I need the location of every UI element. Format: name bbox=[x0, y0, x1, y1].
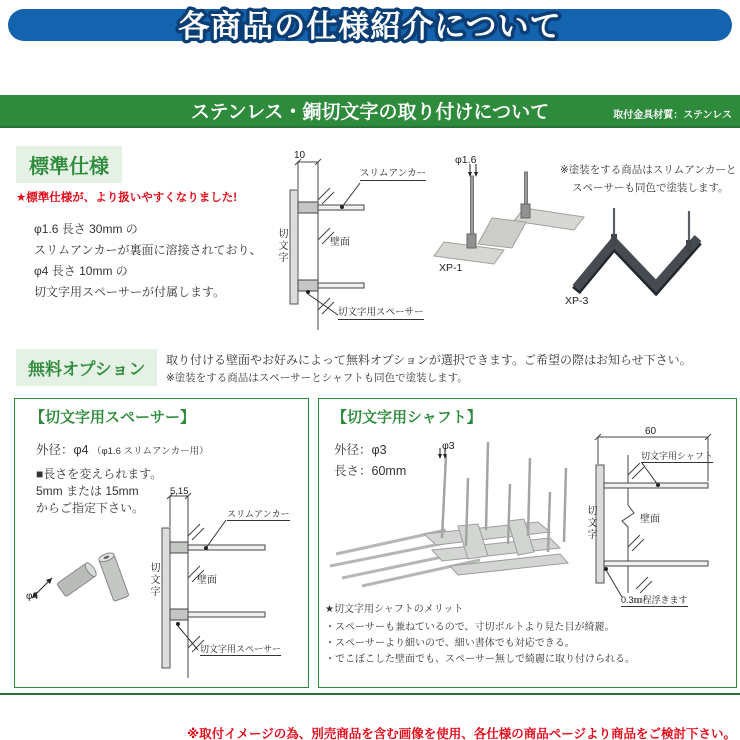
anchor-label: スリムアンカー bbox=[227, 509, 290, 519]
standard-section-label: 標準仕様 bbox=[16, 146, 122, 183]
paint-note-line2: スペーサーも同色で塗装します。 bbox=[572, 182, 729, 194]
merit-item: ・でこぼこした壁面でも、スペーサー無しで綺麗に取り付けられる。 bbox=[325, 654, 635, 665]
spec-text-line: スリムアンカーが裏面に溶接されており、 bbox=[34, 243, 262, 257]
standard-description bbox=[34, 219, 262, 303]
dim-label-10: 10 bbox=[294, 150, 306, 161]
float-label: 0.3㎜程浮きます bbox=[621, 595, 688, 605]
free-option-note: ※塗装をする商品はスペーサーとシャフトも同色で塗装します。 bbox=[166, 372, 468, 384]
bottom-divider bbox=[0, 693, 740, 695]
standard-highlight: ★標準仕様が、より扱いやすくなりました! bbox=[16, 192, 238, 204]
spacer-spec-sub: （φ1.6 スリムアンカー用） bbox=[92, 446, 209, 457]
dim-label-515: 5,15 bbox=[170, 486, 189, 497]
letter-label: 切文字 bbox=[276, 228, 287, 264]
section-banner bbox=[0, 95, 740, 128]
mount-material-note: 取付金具材質：ステンレス bbox=[613, 110, 732, 121]
wall-label: 壁面 bbox=[330, 237, 350, 248]
spacer-note-line: ■長さを変えられます。 bbox=[36, 467, 163, 481]
footer-note: ※取付イメージの為、別売商品を含む画像を使用、各仕様の商品ページより商品をご検討下さい。 bbox=[186, 727, 736, 740]
letter-label: 切文字 bbox=[585, 505, 596, 541]
spec-text-line: φ4 長さ 10mm の bbox=[34, 264, 128, 278]
spacer-label: 切文字用スペーサー bbox=[338, 307, 424, 318]
xp3-photo bbox=[558, 198, 738, 310]
section-banner-title: ステンレス・銅切文字の取り付けについて bbox=[190, 102, 550, 123]
xp1-label: XP-1 bbox=[439, 262, 463, 274]
dim-label-60: 60 bbox=[645, 426, 657, 437]
paint-note-line1: ※塗装をする商品はスリムアンカーと bbox=[560, 164, 737, 176]
phi4-label: φ4 bbox=[26, 591, 39, 602]
merit-item: ・スペーサーも兼ねているので、寸切ボルトより見た目が綺麗。 bbox=[325, 622, 615, 633]
spacer-photo bbox=[16, 538, 136, 618]
spec-text-line: φ1.6 長さ 30mm の bbox=[34, 222, 138, 236]
free-option-desc: 取り付ける壁面やお好みによって無料オプションが選択できます。ご希望の際はお知らせ下さい。 bbox=[166, 353, 692, 367]
phi16-label: φ1.6 bbox=[455, 154, 477, 166]
wall-label: 壁面 bbox=[640, 514, 660, 525]
spacer-spec bbox=[36, 440, 209, 458]
spacer-label: 切文字用スペーサー bbox=[200, 644, 282, 654]
spacer-spec-main: 外径：φ4 bbox=[36, 443, 89, 457]
shaft-spec-line: 外径：φ3 bbox=[334, 443, 387, 457]
anchor-label: スリムアンカー bbox=[360, 168, 427, 179]
spacer-note-line: 5mm または 15mm bbox=[36, 484, 139, 498]
header-banner bbox=[0, 0, 740, 52]
shaft-photo bbox=[328, 426, 584, 602]
wall-label: 壁面 bbox=[197, 575, 217, 586]
spec-text-line: 切文字用スペーサーが付属します。 bbox=[34, 285, 226, 299]
xp3-label: XP-3 bbox=[565, 295, 589, 307]
shaft-box-title: 【切文字用シャフト】 bbox=[332, 409, 482, 426]
shaft-label: 切文字用シャフト bbox=[641, 451, 713, 461]
shaft-spec-line: 長さ：60mm bbox=[334, 464, 407, 478]
merit-item: ・スペーサーより細いので、細い書体でも対応できる。 bbox=[325, 638, 575, 649]
phi3-label: φ3 bbox=[442, 440, 455, 452]
spacer-box-title: 【切文字用スペーサー】 bbox=[30, 409, 196, 426]
free-option-label: 無料オプション bbox=[16, 349, 157, 386]
merit-title: ★切文字用シャフトのメリット bbox=[325, 604, 464, 615]
header-title: 各商品の仕様紹介について bbox=[178, 9, 562, 44]
letter-label: 切文字 bbox=[148, 562, 159, 598]
spacer-note-line: からご指定下さい。 bbox=[36, 501, 145, 515]
